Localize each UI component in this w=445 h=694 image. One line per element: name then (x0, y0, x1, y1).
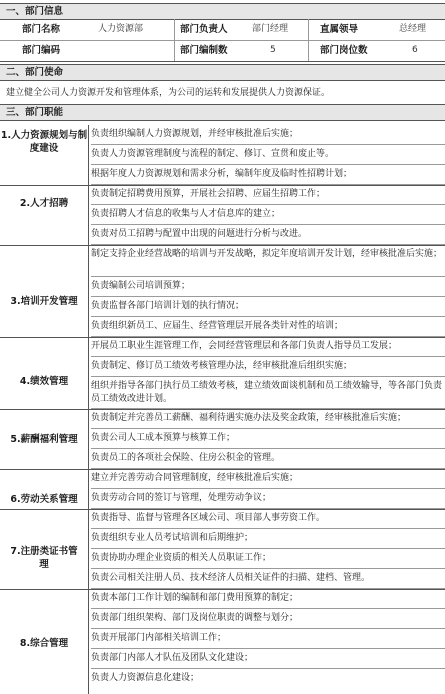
info-col-divider (174, 19, 175, 61)
duty-item: 负责开展部门内部相关培训工作； (91, 629, 445, 649)
category-label: 8.综合管理 (19, 638, 69, 649)
duty-item: 负责监督各部门培训计划的执行情况； (91, 297, 445, 317)
duty-item: 负责部门组织架构、部门及岗位职责的调整与划分； (91, 609, 445, 629)
duty-item: 负责人力资源管理制度与流程的制定、修订、宣贯和废止等。 (91, 145, 445, 165)
dept-name-value: 人力资源部 (98, 24, 144, 34)
duty-item: 负责指导、监督与管理各区域公司、项目部人事劳资工作。 (91, 509, 445, 529)
dept-head-label: 部门负责人 (180, 24, 228, 35)
duty-item: 负责制定、修订员工绩效考核管理办法，经审核批准后组织实施； (91, 357, 445, 377)
section-header-mission: 二、部门使命 (0, 64, 445, 81)
category-label: 1.人力资源规划与制度建设 (0, 130, 88, 154)
duty-item: 负责员工的各项社会保险、住房公积金的管理。 (91, 449, 445, 469)
duty-item: 制定支持企业经营战略的培训与开发战略，拟定年度培训开发计划，经审核批准后实施； (91, 245, 445, 277)
duty-item: 负责制定并完善员工薪酬、福利待遇实施办法及奖金政策，经审核批准后实施； (91, 409, 445, 429)
duty-item: 负责招聘人才信息的收集与人才信息库的建立； (91, 205, 445, 225)
section-header-duties: 三、部门职能 (0, 104, 445, 121)
duty-item: 负责本部门工作计划的编制和部门费用预算的制定； (91, 589, 445, 609)
section-header-info: 一、部门信息 (0, 3, 445, 20)
category-label: 5.薪酬福利管理 (10, 434, 78, 445)
duty-item: 负责组织专业人员考试培训和后期维护； (91, 529, 445, 549)
duty-item: 负责公司人工成本预算与核算工作； (91, 429, 445, 449)
direct-leader-label: 直属领导 (320, 24, 359, 35)
duty-item: 负责人力资源信息化建设； (91, 673, 200, 683)
category-label: 7.注册类证书管理 (10, 546, 78, 570)
duty-item: 负责编制公司培训预算； (91, 277, 445, 297)
duty-item: 负责组织新员工、应届生、经营管理层开展各类针对性的培训； (91, 317, 445, 337)
dept-posts-label: 部门岗位数 (320, 45, 368, 56)
dept-name-label: 部门名称 (22, 24, 61, 35)
duty-item: 负责制定招聘费用预算，开展社会招聘、应届生招聘工作； (91, 185, 445, 205)
dept-code-label: 部门编码 (22, 45, 61, 56)
dept-staff-label: 部门编制数 (180, 45, 228, 56)
category-label: 4.绩效管理 (19, 376, 69, 387)
mission-text: 建立健全公司人力资源开发和管理体系，为公司的运转和发展提供人力资源保证。 (6, 88, 331, 98)
dept-head-value: 部门经理 (252, 24, 289, 34)
category-label: 6.劳动关系管理 (10, 494, 78, 505)
duty-item: 负责协助办理企业资质的相关人员职证工作； (91, 549, 445, 569)
duty-item: 负责劳动合同的签订与管理，处理劳动争议； (91, 489, 445, 509)
duties-table (0, 125, 445, 694)
category-label: 2.人才招聘 (19, 198, 69, 209)
info-row-divider (0, 40, 445, 41)
duty-item: 负责部门内部人才队伍及团队文化建设； (91, 649, 445, 669)
duty-item: 负责对员工招聘与配置中出现的问题进行分析与改进。 (91, 225, 445, 245)
duty-item: 建立并完善劳动合同管理制度，经审核批准后实施； (91, 469, 445, 489)
duty-item: 根据年度人力资源规划和需求分析，编制年度及临时性招聘计划； (91, 165, 445, 185)
category-label: 3.培训开发管理 (10, 296, 78, 307)
duty-item: 组织并指导各部门执行员工绩效考核，建立绩效面谈机制和员工绩效输导，等各部门负责员工绩效改进计划。 (91, 377, 445, 409)
duty-item: 负责组织编制人力资源规划，并经审核批准后实施； (91, 125, 445, 145)
direct-leader-value: 总经理 (399, 24, 427, 34)
duty-item: 开展员工职业生涯管理工作，会同经营管理层和各部门负责人指导员工发展； (91, 337, 445, 357)
info-col-divider (308, 19, 309, 61)
dept-staff-value: 5 (270, 45, 276, 55)
duty-item: 负责公司相关注册人员、技术经济人员相关证件的扫描、建档、管理。 (91, 569, 445, 589)
dept-posts-value: 6 (412, 45, 418, 55)
